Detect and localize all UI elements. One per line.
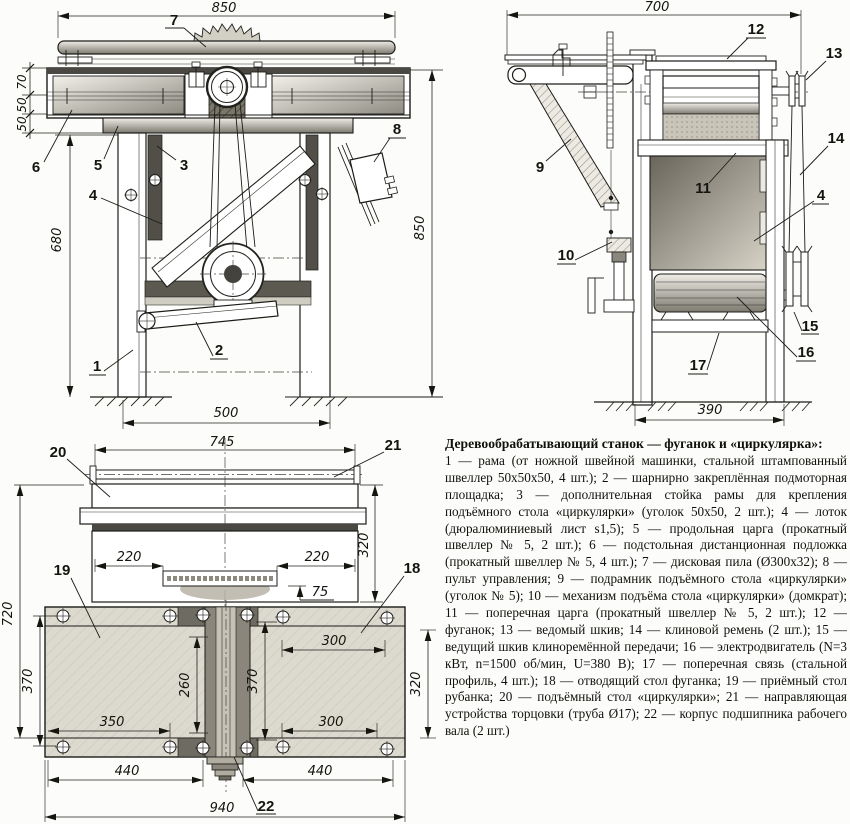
svg-text:19: 19: [53, 562, 71, 579]
svg-text:1: 1: [92, 358, 102, 375]
svg-text:4: 4: [816, 187, 826, 204]
legend-panel: [445, 436, 847, 740]
svg-text:6: 6: [31, 159, 41, 176]
callout-2: [196, 322, 228, 359]
svg-text:16: 16: [797, 344, 815, 361]
dim-bottom-440-right: [243, 760, 393, 787]
lifting-table: [80, 438, 366, 606]
svg-text:22: 22: [257, 798, 275, 815]
svg-text:3: 3: [179, 157, 189, 174]
rear-leg: [760, 140, 784, 402]
svg-text:8: 8: [392, 121, 402, 138]
svg-text:500: 500: [213, 406, 239, 421]
svg-text:300: 300: [321, 634, 347, 649]
svg-text:7: 7: [169, 12, 179, 29]
callout-6: [32, 110, 72, 176]
svg-text:745: 745: [209, 435, 235, 450]
svg-text:440: 440: [307, 764, 333, 779]
drive-pulley: [782, 246, 812, 312]
svg-text:220: 220: [116, 550, 142, 565]
svg-text:17: 17: [689, 357, 707, 374]
bottom-view: [1, 435, 436, 822]
swing-table: [505, 44, 646, 84]
control-panel: [338, 143, 398, 226]
svg-text:720: 720: [1, 601, 16, 627]
callout-15: [794, 312, 819, 335]
svg-text:220: 220: [304, 550, 330, 565]
saw-slot-plate: [163, 571, 277, 586]
callout-10: [557, 242, 612, 264]
side-view: [505, 0, 845, 426]
svg-text:370: 370: [21, 668, 36, 694]
front-view: [15, 1, 443, 429]
svg-text:370: 370: [246, 668, 261, 694]
legend-title: Деревообрабатывающий станок — фуганок и «циркулярка»:: [445, 436, 823, 451]
svg-text:20: 20: [49, 444, 67, 461]
svg-text:320: 320: [409, 671, 424, 697]
ground-hatch: [90, 397, 443, 406]
svg-text:13: 13: [825, 45, 843, 62]
svg-text:850: 850: [413, 215, 428, 241]
svg-text:320: 320: [357, 532, 372, 558]
dim-front-height-680: [50, 135, 118, 397]
chute-tray-side: [650, 156, 772, 270]
svg-text:50: 50: [15, 97, 29, 113]
svg-text:11: 11: [695, 180, 711, 197]
driven-pulley: [772, 71, 808, 106]
svg-text:70: 70: [15, 74, 29, 90]
svg-text:50: 50: [15, 116, 29, 132]
subframe-bracket: [530, 84, 619, 207]
svg-text:390: 390: [697, 403, 723, 418]
planer-unit: [645, 56, 777, 140]
dim-front-base-500: [123, 400, 330, 429]
svg-text:940: 940: [209, 801, 235, 816]
svg-text:300: 300: [318, 715, 344, 730]
callout-17: [688, 333, 719, 374]
svg-text:10: 10: [557, 247, 575, 264]
svg-text:15: 15: [801, 318, 819, 335]
svg-text:75: 75: [311, 585, 329, 600]
svg-text:350: 350: [99, 715, 125, 730]
svg-text:4: 4: [88, 187, 98, 204]
dim-front-height-850: [410, 70, 443, 397]
threaded-rod: [584, 32, 613, 148]
svg-text:18: 18: [403, 560, 421, 577]
dim-bottom-320-right: [409, 630, 436, 738]
svg-text:850: 850: [211, 1, 237, 16]
svg-text:700: 700: [644, 0, 670, 15]
drive-belt: [789, 106, 805, 252]
svg-text:5: 5: [93, 157, 103, 174]
svg-text:9: 9: [535, 159, 545, 176]
callout-14: [800, 130, 845, 175]
svg-text:680: 680: [50, 227, 65, 253]
cross-link: [652, 320, 768, 332]
svg-text:440: 440: [114, 764, 140, 779]
dim-bottom-440-left: [48, 760, 203, 787]
callout-22: [234, 757, 276, 815]
dim-bottom-320-table: [357, 485, 383, 602]
svg-text:12: 12: [747, 21, 765, 38]
svg-text:260: 260: [178, 672, 193, 698]
saw-table-top: [58, 41, 395, 66]
shaft-end: [207, 757, 243, 780]
legend-body: 1 — рама (от ножной швейной машинки, стальной штампованный швеллер 50х50х50, 4 шт.); 2 — шарнирно закреплённая подмоторная площадка; 3 — дополнительная стойка рамы для крепления подъёмного стола «циркулярки» (уголок 50х50, 2 шт.); 4 — лоток (дюралюминиевый лист s1,5); 5 — продольная царга (прокатный швеллер № 5, 2 шт.); 6 — подстольная дистанционная подложка (прокатный швеллер № 5, 4 шт.); 7 — дисковая пила (Ø300х32); 8 — пульт управления; 9 — подрамник подъёмного стола «циркулярки» (уголок № 5); 10 — механизм подъёма стола «циркулярки» (домкрат); 11 — поперечная царга (прокатный швеллер № 5, 2 шт.); 12 — фуганок; 13 — ведомый шкив; 14 — клиновой ремень (2 шт.); 15 — ведущий шкив клиноремённой передачи; 16 — электродвигатель (N=3 кВт, n=1500 об/мин, U=380 В); 17 — поперечная связь (стальной профиль, 4 шт.); 18 — отводящий стол фуганка; 19 — приёмный стол рубанка; 20 — подъёмный стол «циркулярки»; 21 — направляющая устройства торцовки (труба Ø17); 22 — корпус подшипника рабочего вала (2 шт.): [445, 453, 847, 739]
dim-side-base-390: [635, 403, 784, 426]
svg-text:14: 14: [827, 130, 845, 147]
svg-text:2: 2: [214, 342, 224, 359]
callout-13: [806, 45, 842, 80]
svg-text:21: 21: [384, 437, 402, 454]
circular-saw-blade: [194, 24, 260, 41]
callout-12: [727, 21, 766, 59]
